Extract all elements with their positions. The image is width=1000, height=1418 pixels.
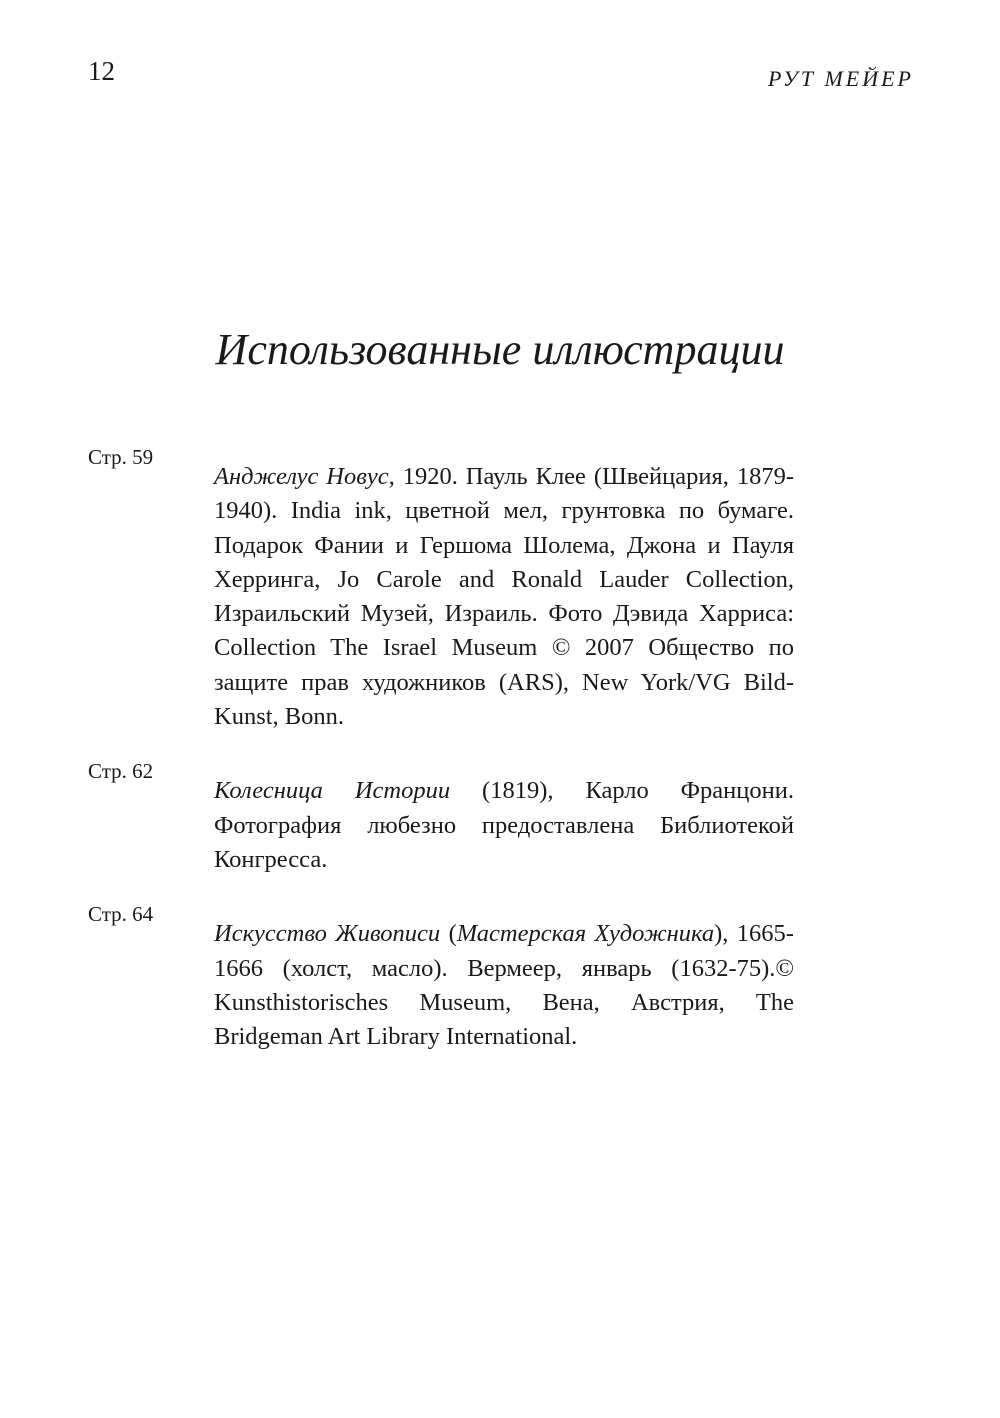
list-item <box>88 902 794 1054</box>
entry-title: Искусство Живописи <box>214 920 441 948</box>
entry-body: (1819), Карло Францони. Фотография любезно предоставлена Библиотекой Конгресса. <box>214 777 794 873</box>
entry-body: 1920. Пауль Клее (Швейцария, 1879-1940). India ink, цветной мел, грунтовка по бумаге. Подарок Фании и Гершома Шолема, Джона и Пауля Херринга, Jo Carole and Ronald Lauder Collection, Израильский Музей, Израиль. Фото Дэвида Харриса: Collection The Israel Museum © 2007 Общество по защите прав художников (ARS), New York/VG Bild-Kunst, Bonn. <box>214 463 794 731</box>
entry-page-ref: Стр. 62 <box>88 759 154 784</box>
running-head: РУТ МЕЙЕР <box>768 66 914 91</box>
entry-page-ref: Стр. 64 <box>88 902 154 927</box>
page-number: 12 <box>88 56 115 86</box>
list-item <box>88 759 794 877</box>
list-item <box>88 445 794 734</box>
entry-body: ), 1665-1666 (холст, масло). Вермеер, январь (1632-75).© Kunsthistorisches Museum, Вена, Австрия, The Bridgeman Art Library International. <box>214 920 794 1051</box>
entry-page-ref: Стр. 59 <box>88 445 154 469</box>
entry-description <box>214 762 794 877</box>
entry-title: Колесница Истории <box>214 777 451 805</box>
entry-description <box>214 448 794 734</box>
entry-title: Анджелус Новус, <box>214 463 395 490</box>
entry-subtitle: Мастерская Художника <box>456 920 715 948</box>
illustrations-list <box>88 445 794 1082</box>
entry-body-open: ( <box>440 920 457 948</box>
section-title: Использованные иллюстрации <box>215 325 785 374</box>
entry-description <box>214 905 794 1054</box>
